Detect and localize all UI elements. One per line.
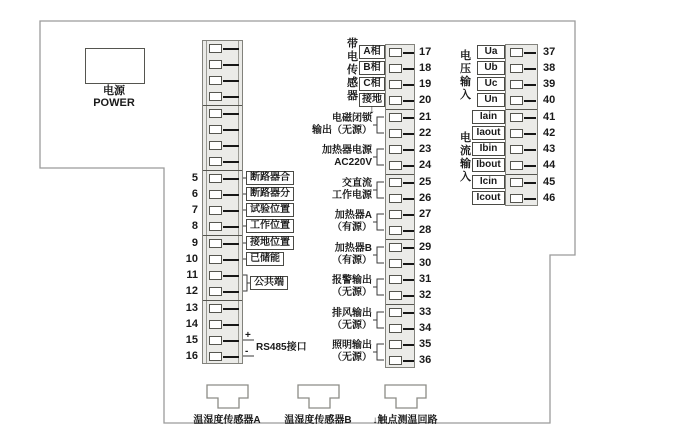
terminal-number: 41 bbox=[543, 111, 556, 123]
signal-label-box: Ub bbox=[477, 61, 505, 75]
output-label bbox=[288, 210, 372, 234]
wire-stub bbox=[403, 84, 414, 86]
wire-stub bbox=[223, 291, 239, 293]
terminal-number: 13 bbox=[185, 302, 198, 314]
output-label-line2: （有源） bbox=[332, 222, 372, 233]
terminal-cell bbox=[203, 203, 242, 219]
wire-stub bbox=[403, 149, 414, 151]
terminal-number: 8 bbox=[191, 220, 198, 232]
signal-label-box: Ibout bbox=[472, 158, 505, 172]
vertical-label-char: 传 bbox=[347, 64, 358, 76]
terminal-pad bbox=[389, 113, 402, 122]
terminal-cell bbox=[386, 223, 414, 239]
terminal-pad bbox=[209, 336, 222, 345]
wire-stub bbox=[403, 68, 414, 70]
terminal-number: 34 bbox=[419, 322, 432, 334]
output-label bbox=[288, 243, 372, 267]
signal-label-box: Iain bbox=[472, 110, 505, 124]
terminal-cell bbox=[203, 301, 242, 317]
terminal-cell bbox=[506, 77, 537, 93]
terminal-pad bbox=[209, 222, 222, 231]
bottom-connector-label: ↓触点测温回路 bbox=[372, 415, 438, 426]
terminal-cell bbox=[386, 77, 414, 93]
wire-stub bbox=[403, 133, 414, 135]
output-label-line2: （无源） bbox=[332, 287, 372, 298]
terminal-pad bbox=[510, 161, 523, 170]
terminal-number: 27 bbox=[419, 208, 432, 220]
wire-stub bbox=[223, 194, 239, 196]
wire-stub bbox=[524, 198, 536, 200]
ground-arrow-icon: ↓ bbox=[369, 102, 375, 116]
phase-label-box: A相 bbox=[359, 45, 385, 59]
terminal-cell bbox=[506, 175, 537, 191]
terminal-cell bbox=[506, 142, 537, 158]
vertical-label-char: 感 bbox=[347, 77, 358, 89]
terminal-pad bbox=[209, 76, 222, 85]
terminal-number: 45 bbox=[543, 176, 556, 188]
sensor-connector-c-shape bbox=[385, 385, 426, 408]
terminal-cell bbox=[203, 154, 242, 170]
terminal-pad bbox=[510, 48, 523, 57]
terminal-cell bbox=[386, 158, 414, 174]
wire-stub bbox=[403, 117, 414, 119]
wire-stub bbox=[403, 328, 414, 330]
wire-stub bbox=[223, 48, 239, 50]
terminal-number: 44 bbox=[543, 159, 556, 171]
terminal-pad bbox=[389, 243, 402, 252]
wire-stub bbox=[403, 312, 414, 314]
output-label-line1: 排风输出 bbox=[332, 308, 372, 319]
terminal-pad bbox=[389, 340, 402, 349]
signal-label-box: Ibin bbox=[472, 142, 505, 156]
vertical-label-char: 器 bbox=[347, 90, 358, 102]
terminal-cell bbox=[386, 272, 414, 288]
terminal-pad bbox=[209, 320, 222, 329]
terminal-pad bbox=[389, 356, 402, 365]
wire-stub bbox=[403, 52, 414, 54]
terminal-pad bbox=[510, 178, 523, 187]
terminal-cell bbox=[203, 333, 242, 349]
vertical-label-char: 入 bbox=[460, 170, 471, 183]
terminal-pad bbox=[209, 352, 222, 361]
wire-stub bbox=[223, 226, 239, 228]
terminal-number: 24 bbox=[419, 159, 432, 171]
terminal-pad bbox=[209, 190, 222, 199]
terminal-pad bbox=[510, 64, 523, 73]
terminal-label-box: 公共端 bbox=[250, 276, 288, 290]
terminal-cell bbox=[386, 305, 414, 321]
output-label bbox=[288, 340, 372, 364]
output-label bbox=[288, 308, 372, 332]
vertical-label-char: 带 bbox=[347, 38, 358, 50]
terminal-number: 25 bbox=[419, 176, 432, 188]
terminal-cell bbox=[203, 41, 242, 57]
wire-stub bbox=[403, 165, 414, 167]
wire-stub bbox=[524, 149, 536, 151]
terminal-cell bbox=[386, 61, 414, 77]
terminal-cell bbox=[203, 236, 242, 252]
terminal-pad bbox=[510, 80, 523, 89]
output-label-line1: 照明输出 bbox=[332, 340, 372, 351]
terminal-cell bbox=[203, 89, 242, 105]
terminal-cell bbox=[203, 57, 242, 73]
bottom-connector-label: 温湿度传感器B bbox=[284, 415, 352, 426]
output-label-line1: 报警输出 bbox=[332, 275, 372, 286]
output-label-line1: 加热器A bbox=[334, 210, 372, 221]
strip-group-divider bbox=[506, 109, 537, 110]
terminal-number: 18 bbox=[419, 62, 432, 74]
terminal-cell bbox=[386, 321, 414, 337]
rs485-port-label: RS485接口 bbox=[256, 342, 307, 353]
output-label bbox=[288, 178, 372, 202]
terminal-pad bbox=[209, 287, 222, 296]
terminal-pad bbox=[209, 60, 222, 69]
terminal-cell bbox=[386, 353, 414, 369]
terminal-number: 42 bbox=[543, 127, 556, 139]
output-label-line2: 工作电源 bbox=[332, 190, 372, 201]
terminal-number: 36 bbox=[419, 354, 432, 366]
power-label-en: POWER bbox=[93, 97, 135, 109]
terminal-label-box: 试验位置 bbox=[246, 203, 294, 217]
terminal-pad bbox=[389, 48, 402, 57]
wire-stub bbox=[403, 360, 414, 362]
terminal-cell bbox=[203, 284, 242, 300]
terminal-number: 21 bbox=[419, 111, 432, 123]
wire-stub bbox=[223, 275, 239, 277]
terminal-pad bbox=[209, 92, 222, 101]
output-label-line1: 加热器电源 bbox=[322, 145, 372, 156]
terminal-cell bbox=[386, 337, 414, 353]
wire-stub bbox=[403, 247, 414, 249]
phase-label-box: C相 bbox=[359, 77, 385, 91]
sensor-connector-a-shape bbox=[207, 385, 248, 408]
terminal-cell bbox=[386, 93, 414, 109]
terminal-number: 33 bbox=[419, 306, 432, 318]
terminal-pad bbox=[510, 145, 523, 154]
output-label-line1: 电磁闭锁 bbox=[332, 113, 372, 124]
output-label-line2: 输出（无源） bbox=[312, 125, 372, 136]
terminal-label-box: 断路器合 bbox=[246, 171, 294, 185]
wire-stub bbox=[403, 279, 414, 281]
wire-stub bbox=[223, 161, 239, 163]
terminal-number: 46 bbox=[543, 192, 556, 204]
terminal-pad bbox=[389, 259, 402, 268]
vertical-label-char: 流 bbox=[460, 144, 471, 157]
terminal-pad bbox=[389, 324, 402, 333]
terminal-cell bbox=[203, 252, 242, 268]
terminal-pad bbox=[209, 125, 222, 134]
terminal-number: 20 bbox=[419, 94, 432, 106]
strip-group-divider bbox=[203, 235, 242, 236]
terminal-number: 23 bbox=[419, 143, 432, 155]
wire-stub bbox=[223, 308, 239, 310]
wire-stub bbox=[223, 64, 239, 66]
terminal-pad bbox=[510, 96, 523, 105]
terminal-cell bbox=[203, 106, 242, 122]
terminal-pad bbox=[389, 145, 402, 154]
wire-stub bbox=[223, 324, 239, 326]
terminal-cell bbox=[386, 207, 414, 223]
terminal-cell bbox=[506, 110, 537, 126]
terminal-pad bbox=[209, 141, 222, 150]
output-label-line1: 交直流 bbox=[342, 178, 372, 189]
strip-group-divider bbox=[386, 174, 414, 175]
output-label-line2: （无源） bbox=[332, 320, 372, 331]
terminal-number: 39 bbox=[543, 78, 556, 90]
phase-label-box: 接地 bbox=[359, 93, 385, 107]
bottom-connector-label: 温湿度传感器A bbox=[193, 415, 261, 426]
terminal-number: 16 bbox=[185, 350, 198, 362]
terminal-pad bbox=[389, 194, 402, 203]
strip-group-divider bbox=[203, 300, 242, 301]
terminal-number: 5 bbox=[191, 172, 198, 184]
vertical-label-char: 压 bbox=[460, 63, 471, 75]
output-label bbox=[288, 145, 372, 169]
strip-group-divider bbox=[386, 239, 414, 240]
output-label-line2: （有源） bbox=[332, 255, 372, 266]
terminal-pad bbox=[389, 161, 402, 170]
strip-group-divider bbox=[506, 174, 537, 175]
rs485-minus-sign: - bbox=[245, 346, 249, 357]
terminal-pad bbox=[209, 239, 222, 248]
terminal-number: 22 bbox=[419, 127, 432, 139]
output-label bbox=[288, 113, 372, 137]
terminal-number: 11 bbox=[186, 269, 198, 281]
wire-stub bbox=[223, 243, 239, 245]
wire-stub bbox=[524, 133, 536, 135]
terminal-pad bbox=[389, 178, 402, 187]
terminal-label-box: 接地位置 bbox=[246, 236, 294, 250]
sensor-connector-b-shape bbox=[298, 385, 339, 408]
power-label-cn: 电源 bbox=[103, 85, 125, 97]
terminal-pad bbox=[389, 308, 402, 317]
wire-stub bbox=[524, 52, 536, 54]
left-terminal-strip bbox=[202, 40, 243, 364]
terminal-number: 37 bbox=[543, 46, 556, 58]
output-label-line1: 加热器B bbox=[334, 243, 372, 254]
wire-stub bbox=[223, 113, 239, 115]
wire-stub bbox=[223, 129, 239, 131]
wire-stub bbox=[403, 214, 414, 216]
terminal-cell bbox=[386, 45, 414, 61]
terminal-number: 15 bbox=[185, 334, 198, 346]
wire-stub bbox=[524, 117, 536, 119]
terminal-pad bbox=[209, 255, 222, 264]
terminal-cell bbox=[203, 73, 242, 89]
terminal-number: 26 bbox=[419, 192, 432, 204]
vertical-label-char: 入 bbox=[460, 89, 471, 101]
output-label-line2: AC220V bbox=[334, 157, 372, 168]
wire-stub bbox=[403, 182, 414, 184]
terminal-cell bbox=[386, 142, 414, 158]
vertical-label-char: 电 bbox=[347, 51, 358, 63]
terminal-cell bbox=[506, 126, 537, 142]
terminal-number: 31 bbox=[419, 273, 432, 285]
voltage-input-vertical-label bbox=[459, 50, 472, 102]
terminal-number: 30 bbox=[419, 257, 432, 269]
middle-terminal-strip bbox=[385, 44, 415, 368]
signal-label-box: Icin bbox=[472, 175, 505, 189]
wire-stub bbox=[223, 210, 239, 212]
terminal-pad bbox=[510, 129, 523, 138]
terminal-cell bbox=[203, 187, 242, 203]
wire-stub bbox=[524, 182, 536, 184]
terminal-number: 14 bbox=[185, 318, 198, 330]
right-terminal-strip bbox=[505, 44, 538, 206]
terminal-cell bbox=[386, 110, 414, 126]
wire-stub bbox=[403, 263, 414, 265]
vertical-label-char: 输 bbox=[460, 76, 471, 88]
signal-label-box: Uc bbox=[477, 77, 505, 91]
terminal-number: 19 bbox=[419, 78, 432, 90]
strip-group-divider bbox=[386, 109, 414, 110]
terminal-cell bbox=[386, 191, 414, 207]
rs485-plus-sign: + bbox=[245, 330, 251, 341]
wire-stub bbox=[524, 165, 536, 167]
wire-stub bbox=[223, 340, 239, 342]
terminal-cell bbox=[386, 240, 414, 256]
signal-label-box: Icout bbox=[472, 191, 505, 205]
wire-stub bbox=[403, 198, 414, 200]
wire-stub bbox=[223, 96, 239, 98]
terminal-number: 28 bbox=[419, 224, 432, 236]
terminal-label-box: 工作位置 bbox=[246, 219, 294, 233]
terminal-number: 12 bbox=[185, 285, 198, 297]
strip-group-divider bbox=[386, 304, 414, 305]
terminal-cell bbox=[203, 171, 242, 187]
output-label bbox=[288, 275, 372, 299]
terminal-pad bbox=[510, 194, 523, 203]
power-supply-box bbox=[85, 48, 145, 84]
live-sensor-vertical-label bbox=[346, 38, 359, 103]
terminal-cell bbox=[506, 158, 537, 174]
terminal-pad bbox=[209, 44, 222, 53]
wire-stub bbox=[223, 178, 239, 180]
terminal-pad bbox=[389, 291, 402, 300]
power-supply-label bbox=[74, 85, 154, 109]
output-label-line2: （无源） bbox=[332, 352, 372, 363]
terminal-label-box: 已储能 bbox=[246, 252, 284, 266]
terminal-cell bbox=[386, 175, 414, 191]
signal-label-box: Ua bbox=[477, 45, 505, 59]
terminal-cell bbox=[203, 219, 242, 235]
terminal-label-box: 断路器分 bbox=[246, 187, 294, 201]
terminal-number: 43 bbox=[543, 143, 556, 155]
strip-group-divider bbox=[203, 170, 242, 171]
terminal-number: 35 bbox=[419, 338, 432, 350]
terminal-cell bbox=[386, 256, 414, 272]
terminal-pad bbox=[389, 96, 402, 105]
terminal-cell bbox=[506, 45, 537, 61]
vertical-label-char: 输 bbox=[460, 157, 471, 170]
terminal-pad bbox=[209, 109, 222, 118]
terminal-pad bbox=[389, 226, 402, 235]
current-input-vertical-label bbox=[459, 132, 472, 184]
terminal-pad bbox=[389, 129, 402, 138]
terminal-cell bbox=[203, 349, 242, 365]
terminal-pad bbox=[209, 174, 222, 183]
terminal-pad bbox=[209, 304, 222, 313]
terminal-number: 10 bbox=[185, 253, 198, 265]
wire-stub bbox=[403, 295, 414, 297]
terminal-cell bbox=[203, 138, 242, 154]
terminal-pad bbox=[209, 157, 222, 166]
terminal-number: 7 bbox=[191, 204, 198, 216]
wire-stub bbox=[223, 259, 239, 261]
terminal-cell bbox=[506, 93, 537, 109]
terminal-cell bbox=[203, 122, 242, 138]
terminal-number: 32 bbox=[419, 289, 432, 301]
terminal-number: 17 bbox=[419, 46, 432, 58]
terminal-pad bbox=[510, 113, 523, 122]
wire-stub bbox=[223, 145, 239, 147]
terminal-cell bbox=[386, 126, 414, 142]
terminal-number: 9 bbox=[191, 237, 198, 249]
wire-stub bbox=[403, 344, 414, 346]
signal-label-box: Iaout bbox=[472, 126, 505, 140]
wire-stub bbox=[524, 68, 536, 70]
wire-stub bbox=[524, 84, 536, 86]
signal-label-box: Un bbox=[477, 93, 505, 107]
terminal-pad bbox=[209, 271, 222, 280]
wire-stub bbox=[403, 230, 414, 232]
vertical-label-char: 电 bbox=[460, 131, 471, 144]
terminal-number: 29 bbox=[419, 241, 432, 253]
terminal-pad bbox=[389, 80, 402, 89]
phase-label-box: B相 bbox=[359, 61, 385, 75]
terminal-cell bbox=[203, 268, 242, 284]
terminal-cell bbox=[386, 288, 414, 304]
terminal-number: 6 bbox=[191, 188, 198, 200]
wire-stub bbox=[223, 356, 239, 358]
terminal-pad bbox=[389, 210, 402, 219]
terminal-pad bbox=[389, 275, 402, 284]
terminal-pad bbox=[209, 206, 222, 215]
wire-stub bbox=[403, 100, 414, 102]
terminal-cell bbox=[506, 61, 537, 77]
terminal-cell bbox=[506, 191, 537, 207]
wire-stub bbox=[223, 80, 239, 82]
terminal-number: 38 bbox=[543, 62, 556, 74]
terminal-pad bbox=[389, 64, 402, 73]
terminal-number: 40 bbox=[543, 94, 556, 106]
wire-stub bbox=[524, 100, 536, 102]
vertical-label-char: 电 bbox=[460, 50, 471, 62]
terminal-cell bbox=[203, 317, 242, 333]
strip-group-divider bbox=[203, 105, 242, 106]
